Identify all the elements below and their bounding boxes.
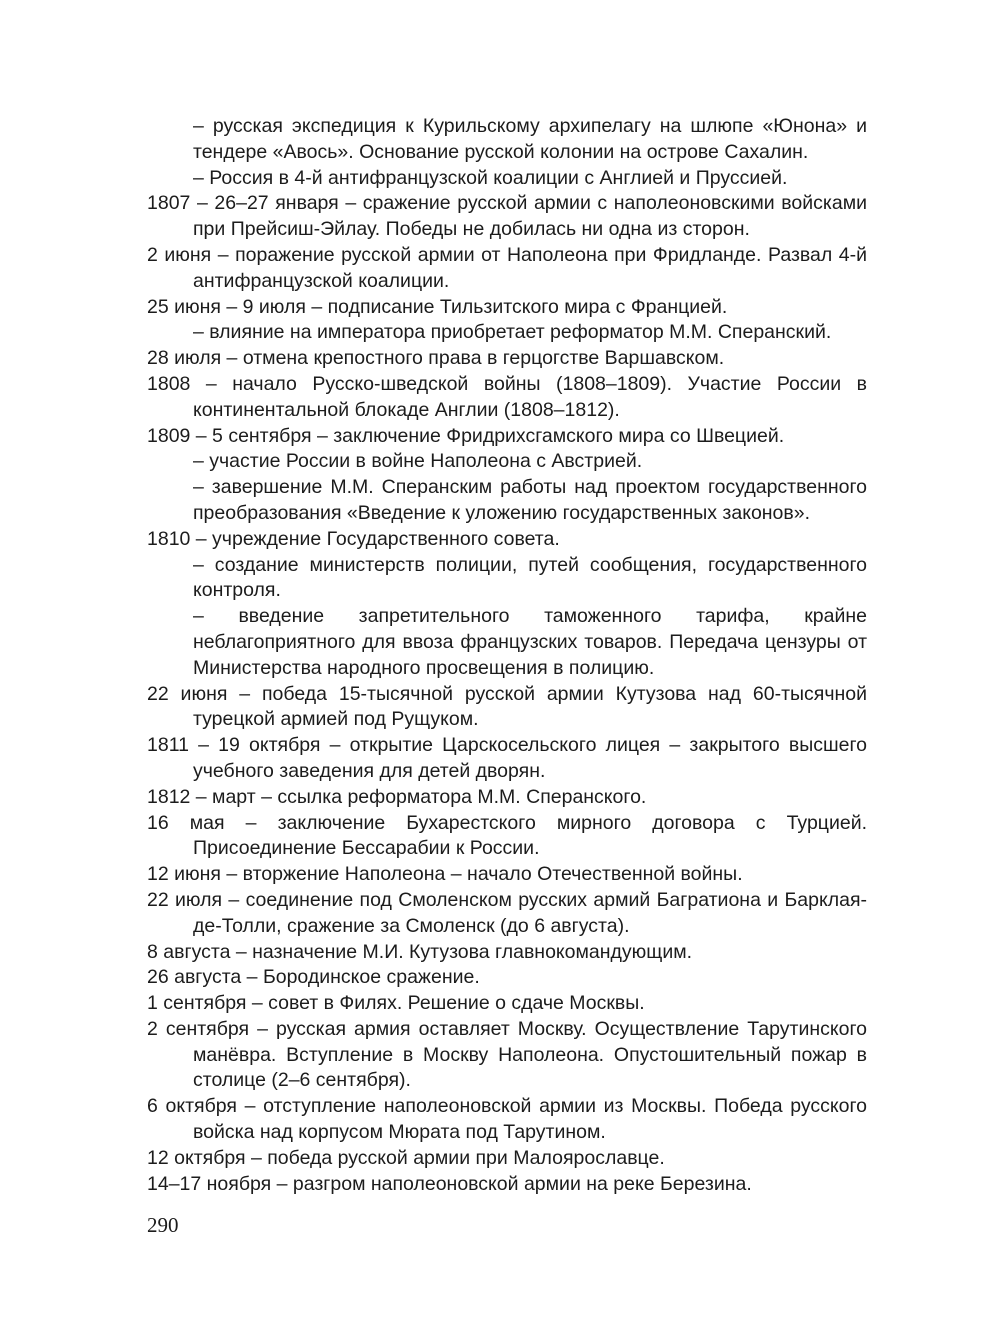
- chronology-entry: – влияние на императора приобретает реформатор М.М. Сперанский.: [193, 321, 832, 344]
- chronology-entry: 1810 – учреждение Государственного совета.: [147, 527, 560, 550]
- chronology-entry: – Россия в 4-й антифранцузской коалиции с Англией и Пруссией.: [193, 166, 788, 189]
- page-number: 290: [147, 1213, 179, 1237]
- chronology-entry: – введение запретительного таможенного тарифа, крайне неблагоприятного для ввоза французских товаров. Передача цензуры от Министерства народного просвещения в полицию.: [193, 605, 867, 679]
- chronology-entry: – завершение М.М. Сперанским работы над проектом государственного преобразования «Введение к уложению государственных законов».: [193, 476, 867, 524]
- chronology-entry: – русская экспедиция к Курильскому архипелагу на шлюпе «Юнона» и тендере «Авось». Основание русской колонии на острове Сахалин.: [193, 115, 867, 163]
- chronology-entry: 1811 – 19 октября – открытие Царскосельского лицея – закрытого высшего учебного заведения для детей дворян.: [147, 734, 867, 782]
- chronology-entry: 1807 – 26–27 января – сражение русской армии с наполеоновскими войсками при Прейсиш-Эйлау. Победы не добилась ни одна из сторон.: [147, 192, 867, 241]
- chronology-entry: 16 мая – заключение Бухарестского мирного договора с Турцией. Присоединение Бессарабии к России.: [147, 811, 867, 860]
- chronology-entry: 28 июля – отмена крепостного права в герцогстве Варшавском.: [147, 347, 725, 370]
- chronology-entry: 1809 – 5 сентября – заключение Фридрихсгамского мира со Швецией.: [147, 424, 785, 447]
- chronology-entry: 12 октября – победа русской армии при Малоярославце.: [147, 1146, 665, 1169]
- chronology-entry: 12 июня – вторжение Наполеона – начало Отечественной войны.: [147, 863, 743, 886]
- chronology-entry: 8 августа – назначение М.И. Кутузова главнокомандующим.: [147, 940, 693, 963]
- chronology-entry: 1808 – начало Русско-шведской войны (1808–1809). Участие России в континентальной блокаде Англии (1808–1812).: [147, 372, 867, 421]
- chronology-entry: 1 сентября – совет в Филях. Решение о сдаче Москвы.: [147, 992, 645, 1015]
- chronology-entry: 22 июня – победа 15-тысячной русской армии Кутузова над 60-тысячной турецкой армией под Рущуком.: [147, 682, 867, 731]
- chronology-entry: 26 августа – Бородинское сражение.: [147, 966, 480, 989]
- chronology-entry: 1812 – март – ссылка реформатора М.М. Сперанского.: [147, 785, 647, 808]
- chronology-entry: 6 октября – отступление наполеоновской армии из Москвы. Победа русского войска над корпусом Мюрата под Тарутином.: [147, 1095, 867, 1144]
- chronology-entry: 2 сентября – русская армия оставляет Москву. Осуществление Тарутинского манёвра. Вступление в Москву Наполеона. Опустошительный пожар в столице (2–6 сентября).: [147, 1017, 867, 1092]
- chronology-entry: 25 июня – 9 июля – подписание Тильзитского мира с Францией.: [147, 295, 728, 318]
- chronology-entry: 2 июня – поражение русской армии от Наполеона при Фридланде. Развал 4-й антифранцузской коалиции.: [147, 243, 867, 292]
- chronology-entry: 22 июля – соединение под Смоленском русских армий Багратиона и Барклая-де-Толли, сражение за Смоленск (до 6 августа).: [147, 888, 867, 937]
- chronology-list: [147, 114, 867, 1197]
- chronology-entry: 14–17 ноября – разгром наполеоновской армии на реке Березина.: [147, 1172, 752, 1195]
- chronology-entry: – участие России в войне Наполеона с Австрией.: [193, 450, 643, 473]
- chronology-entry: – создание министерств полиции, путей сообщения, государственного контроля.: [193, 553, 867, 602]
